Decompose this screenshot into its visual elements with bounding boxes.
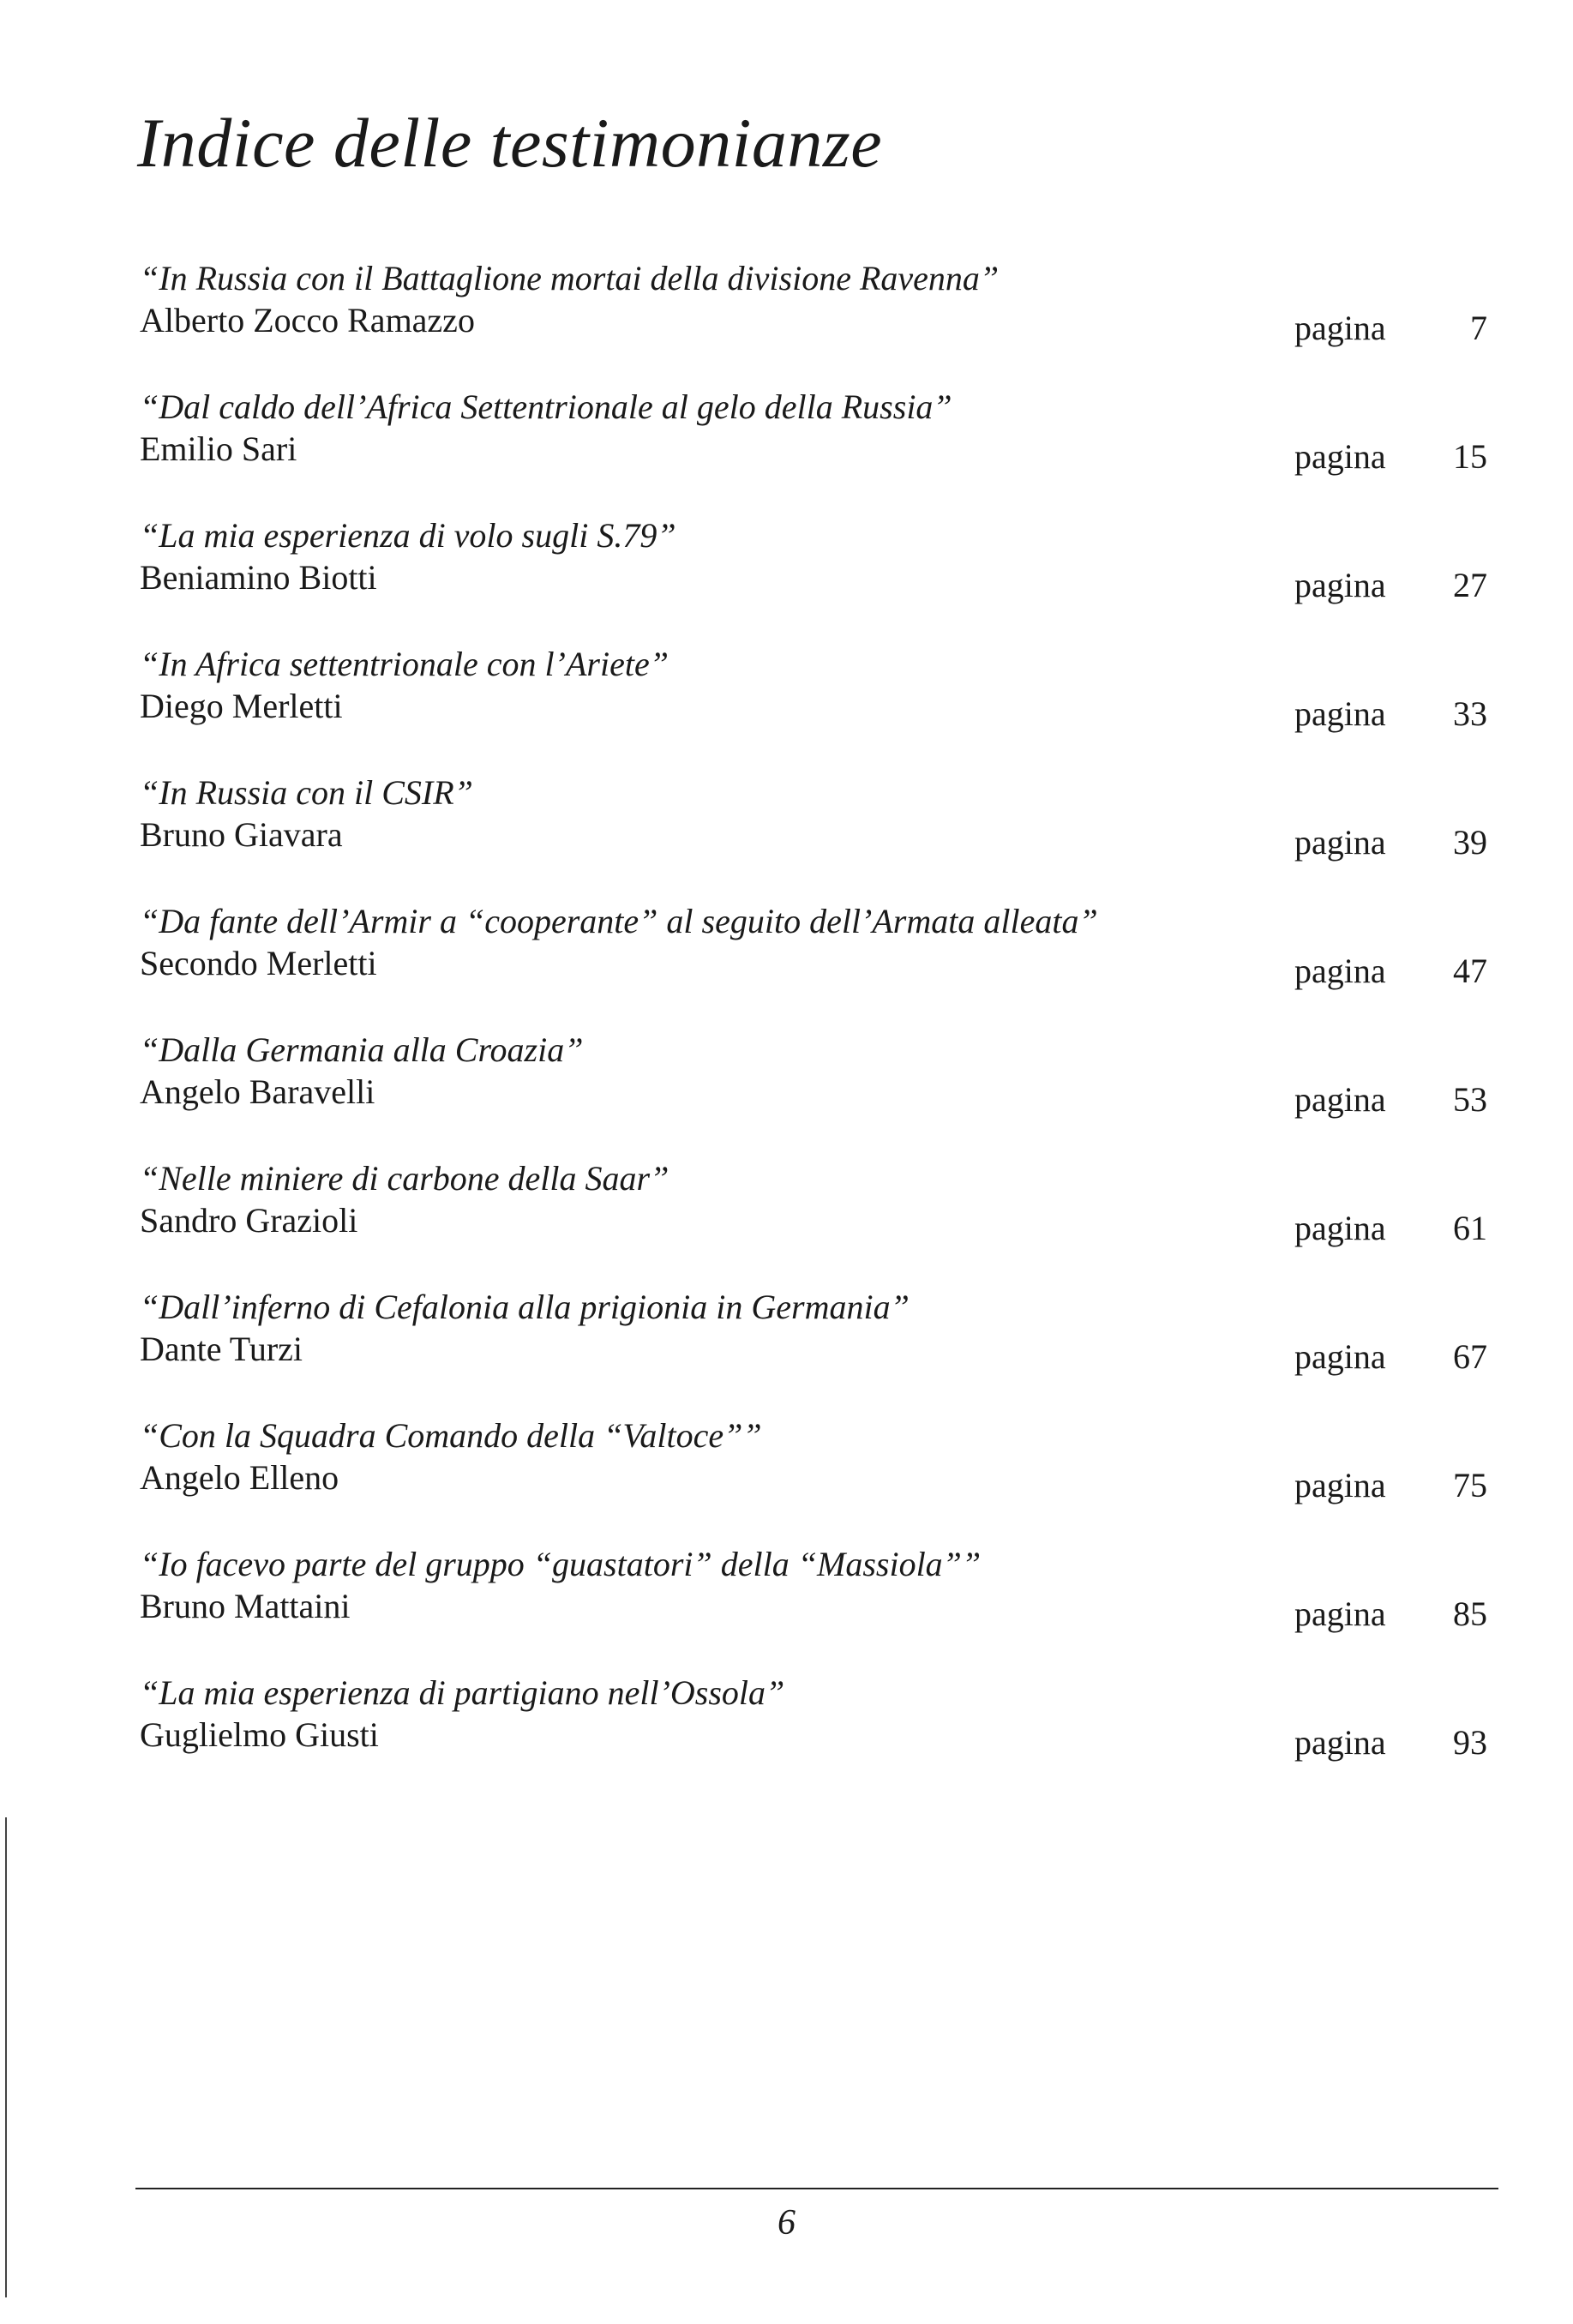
entry-title: “Con la Squadra Comando della “Valtoce”” <box>140 1416 762 1455</box>
toc-entry <box>140 772 1487 900</box>
entry-page-number: 15 <box>1453 437 1487 476</box>
toc-entry <box>140 514 1487 643</box>
entry-title: “In Russia con il CSIR” <box>140 773 473 812</box>
entry-page-number: 75 <box>1453 1466 1487 1504</box>
entry-title: “Da fante dell’Armir a “cooperante” al seguito dell’Armata alleata” <box>140 902 1098 940</box>
entry-page-number: 93 <box>1453 1723 1487 1762</box>
entry-title: “Dalla Germania alla Croazia” <box>140 1030 584 1069</box>
entry-title: “La mia esperienza di partigiano nell’Ossola” <box>140 1673 785 1712</box>
entry-author: Bruno Mattaini <box>140 1587 351 1625</box>
entry-author: Sandro Grazioli <box>140 1201 358 1240</box>
toc-entry <box>140 386 1487 514</box>
table-of-contents <box>140 257 1487 1800</box>
entry-page-label: pagina <box>1294 566 1386 604</box>
entry-author: Bruno Giavara <box>140 815 343 854</box>
toc-entry <box>140 1672 1487 1800</box>
entry-author: Diego Merletti <box>140 687 343 725</box>
entry-page-label: pagina <box>1294 1080 1386 1119</box>
entry-page-label: pagina <box>1294 952 1386 990</box>
footer-divider <box>135 2188 1498 2189</box>
toc-entry <box>140 1414 1487 1543</box>
entry-page-number: 47 <box>1453 952 1487 990</box>
entry-author: Angelo Elleno <box>140 1458 339 1497</box>
entry-page-number: 33 <box>1453 694 1487 733</box>
entry-author: Guglielmo Giusti <box>140 1715 379 1754</box>
entry-title: “Dall’inferno di Cefalonia alla prigionia in Germania” <box>140 1288 910 1326</box>
entry-page-label: pagina <box>1294 1594 1386 1633</box>
entry-author: Alberto Zocco Ramazzo <box>140 301 475 339</box>
entry-title: “Dal caldo dell’Africa Settentrionale al gelo della Russia” <box>140 387 952 426</box>
toc-entry <box>140 643 1487 772</box>
entry-page-number: 85 <box>1453 1594 1487 1633</box>
entry-page-label: pagina <box>1294 309 1386 347</box>
toc-entry <box>140 257 1487 386</box>
entry-page-number: 61 <box>1453 1209 1487 1247</box>
page-title: Indice delle testimonianze <box>137 104 883 182</box>
toc-entry <box>140 900 1487 1029</box>
entry-title: “Nelle miniere di carbone della Saar” <box>140 1159 669 1198</box>
entry-page-label: pagina <box>1294 1209 1386 1247</box>
entry-page-number: 67 <box>1453 1337 1487 1376</box>
entry-page-label: pagina <box>1294 1723 1386 1762</box>
entry-page-label: pagina <box>1294 694 1386 733</box>
entry-author: Secondo Merletti <box>140 944 377 982</box>
entry-title: “Io facevo parte del gruppo “guastatori” della “Massiola”” <box>140 1545 982 1583</box>
entry-title: “La mia esperienza di volo sugli S.79” <box>140 516 676 555</box>
entry-author: Beniamino Biotti <box>140 558 377 597</box>
toc-entry <box>140 1029 1487 1157</box>
entry-author: Emilio Sari <box>140 429 297 468</box>
entry-page-number: 39 <box>1453 823 1487 862</box>
toc-entry <box>140 1286 1487 1414</box>
entry-page-number: 7 <box>1470 309 1487 347</box>
entry-page-label: pagina <box>1294 823 1386 862</box>
entry-page-label: pagina <box>1294 1337 1386 1376</box>
entry-title: “In Russia con il Battaglione mortai della divisione Ravenna” <box>140 259 1000 297</box>
page-number: 6 <box>777 2203 796 2243</box>
toc-entry <box>140 1157 1487 1286</box>
entry-page-label: pagina <box>1294 437 1386 476</box>
entry-page-label: pagina <box>1294 1466 1386 1504</box>
entry-author: Angelo Baravelli <box>140 1072 375 1111</box>
scan-edge-line <box>5 1817 7 2297</box>
entry-author: Dante Turzi <box>140 1330 303 1368</box>
entry-title: “In Africa settentrionale con l’Ariete” <box>140 645 669 683</box>
toc-entry <box>140 1543 1487 1672</box>
entry-page-number: 53 <box>1453 1080 1487 1119</box>
entry-page-number: 27 <box>1453 566 1487 604</box>
